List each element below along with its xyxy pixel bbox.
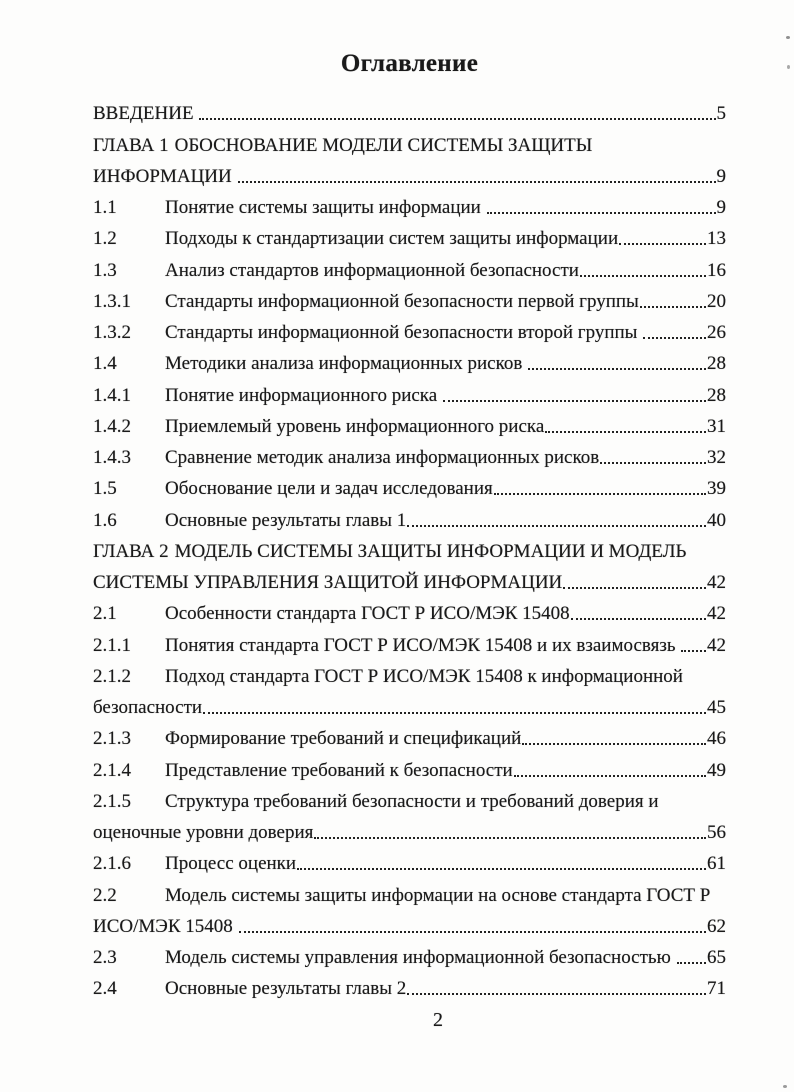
toc-entry-number: 2.1.4 xyxy=(93,759,131,781)
toc-entry-title: Особенности стандарта ГОСТ Р ИСО/МЭК 15408 xyxy=(165,603,570,625)
toc-entry-page: 42 xyxy=(707,572,726,593)
toc-entry-title: ВВЕДЕНИЕ xyxy=(93,103,199,125)
toc-entry-number: 1.2 xyxy=(93,228,117,250)
dot-leader xyxy=(239,931,706,933)
dot-leader xyxy=(199,118,715,120)
toc-entry-number: 1.4 xyxy=(93,353,117,375)
toc-entry-title: Понятие системы защиты информации xyxy=(165,197,486,218)
toc-row xyxy=(93,188,726,219)
toc-entry-title: безопасности xyxy=(93,697,203,718)
toc-row xyxy=(93,907,726,938)
toc-entry-number: 1.6 xyxy=(93,509,117,531)
toc-entry-page: 62 xyxy=(707,915,726,937)
table-of-contents xyxy=(93,94,726,1000)
toc-entry-title: ОБОСНОВАНИЕ МОДЕЛИ СИСТЕМЫ ЗАЩИТЫ xyxy=(174,134,593,156)
scan-artifact-speck xyxy=(783,1085,787,1088)
toc-entry-title: Модель системы управления информационной безопасностью xyxy=(165,947,676,968)
toc-entry-number: 2.1.5 xyxy=(93,790,131,812)
toc-entry-title: оценочные уровни доверия xyxy=(93,822,314,843)
toc-entry-page: 42 xyxy=(707,634,726,656)
toc-row xyxy=(93,407,726,438)
dot-leader xyxy=(600,462,706,464)
toc-entry-title: СИСТЕМЫ УПРАВЛЕНИЯ ЗАЩИТОЙ ИНФОРМАЦИИ xyxy=(93,572,563,593)
toc-entry-page: 71 xyxy=(707,978,726,1000)
toc-row xyxy=(93,938,726,969)
toc-entry-number: 1.3 xyxy=(93,259,117,281)
toc-entry-page: 16 xyxy=(707,259,726,281)
toc-entry-page: 13 xyxy=(707,228,726,250)
toc-row xyxy=(93,813,726,844)
toc-entry-title: Модель системы защиты информации на основе стандарта ГОСТ Р xyxy=(165,884,711,906)
toc-entry-title: ИСО/МЭК 15408 xyxy=(93,915,238,937)
toc-entry-number: 1.4.2 xyxy=(93,415,131,437)
dot-leader xyxy=(571,618,706,620)
toc-entry-title: Стандарты информационной безопасности первой группы xyxy=(165,290,639,312)
toc-row xyxy=(93,782,726,813)
toc-entry-page: 46 xyxy=(707,728,726,750)
toc-entry-title: Методики анализа информационных рисков xyxy=(165,353,528,375)
page-title: Оглавление xyxy=(340,50,479,77)
toc-entry-number: 1.4.1 xyxy=(93,384,131,406)
toc-entry-page: 28 xyxy=(707,384,726,406)
toc-row xyxy=(93,719,726,750)
toc-row xyxy=(93,344,726,375)
toc-entry-number: ГЛАВА 1 xyxy=(93,134,169,156)
dot-leader xyxy=(443,400,706,402)
dot-leader xyxy=(643,337,706,339)
toc-entry-title: МОДЕЛЬ СИСТЕМЫ ЗАЩИТЫ ИНФОРМАЦИИ И МОДЕЛЬ xyxy=(174,540,687,562)
toc-entry-title: Подход стандарта ГОСТ Р ИСО/МЭК 15408 к информационной xyxy=(165,665,683,687)
dot-leader xyxy=(580,275,706,277)
toc-row xyxy=(93,469,726,500)
toc-entry-title: Основные результаты главы 1 xyxy=(165,509,407,531)
toc-entry-title: Стандарты информационной безопасности второй группы xyxy=(165,322,643,343)
toc-row xyxy=(93,844,726,875)
toc-row xyxy=(93,157,726,188)
toc-row xyxy=(93,625,726,656)
toc-row xyxy=(93,282,726,313)
toc-entry-page: 31 xyxy=(707,415,726,437)
toc-entry-title: Сравнение методик анализа информационных рисков xyxy=(165,447,600,468)
toc-entry-number: 2.1.6 xyxy=(93,853,131,875)
toc-entry-page: 20 xyxy=(707,290,726,312)
toc-row xyxy=(93,125,726,156)
dot-leader xyxy=(514,775,706,777)
toc-entry-number: 1.5 xyxy=(93,478,117,500)
toc-entry-page: 40 xyxy=(707,509,726,531)
toc-entry-title: ИНФОРМАЦИИ xyxy=(93,165,237,187)
toc-row xyxy=(93,563,726,594)
scan-artifact-speck xyxy=(786,36,790,39)
dot-leader xyxy=(238,181,716,183)
dot-leader xyxy=(677,962,706,964)
toc-entry-title: Понятия стандарта ГОСТ Р ИСО/МЭК 15408 и их взаимосвязь xyxy=(165,634,681,656)
toc-entry-page: 28 xyxy=(707,353,726,375)
toc-row xyxy=(93,688,726,719)
toc-entry-number: 2.1.2 xyxy=(93,665,131,687)
toc-row xyxy=(93,875,726,906)
toc-entry-number: 2.4 xyxy=(93,978,117,1000)
toc-entry-title: Представление требований к безопасности xyxy=(165,759,513,781)
toc-entry-page: 26 xyxy=(707,322,726,343)
toc-entry-title: Процесс оценки xyxy=(165,853,297,875)
toc-row xyxy=(93,438,726,469)
dot-leader xyxy=(297,868,706,870)
toc-entry-title: Приемлемый уровень информационного риска xyxy=(165,415,545,437)
toc-entry-title: Подходы к стандартизации систем защиты информации xyxy=(165,228,619,250)
toc-entry-page: 61 xyxy=(707,853,726,875)
toc-entry-number: 1.4.3 xyxy=(93,447,131,468)
toc-row xyxy=(93,657,726,688)
toc-entry-title: Обоснование цели и задач исследования xyxy=(165,478,493,500)
toc-entry-number: ГЛАВА 2 xyxy=(93,540,169,562)
dot-leader xyxy=(407,525,706,527)
toc-entry-title: Основные результаты главы 2 xyxy=(165,978,407,1000)
toc-entry-number: 1.1 xyxy=(93,197,117,218)
toc-entry-page: 42 xyxy=(707,603,726,625)
toc-entry-number: 1.3.2 xyxy=(93,322,131,343)
toc-row xyxy=(93,250,726,281)
toc-entry-page: 32 xyxy=(707,447,726,468)
toc-row xyxy=(93,94,726,125)
toc-entry-number: 2.2 xyxy=(93,884,117,906)
dot-leader xyxy=(681,650,706,652)
toc-row xyxy=(93,594,726,625)
toc-entry-number: 2.3 xyxy=(93,947,117,968)
toc-entry-number: 2.1.1 xyxy=(93,634,131,656)
toc-row xyxy=(93,750,726,781)
dot-leader xyxy=(528,368,706,370)
dot-leader xyxy=(407,993,706,995)
toc-entry-page: 65 xyxy=(707,947,726,968)
toc-row xyxy=(93,969,726,1000)
toc-entry-title: Формирование требований и спецификаций xyxy=(165,728,522,750)
toc-entry-page: 5 xyxy=(716,103,726,125)
dot-leader xyxy=(203,712,706,714)
toc-row xyxy=(93,219,726,250)
toc-entry-number: 2.1.3 xyxy=(93,728,131,750)
dot-leader xyxy=(563,587,706,589)
toc-entry-page: 49 xyxy=(707,759,726,781)
scan-artifact-speck xyxy=(787,65,790,69)
toc-entry-number: 2.1 xyxy=(93,603,117,625)
toc-entry-title: Понятие информационного риска xyxy=(165,384,442,406)
toc-row xyxy=(93,313,726,344)
page-number: 2 xyxy=(433,1009,443,1031)
toc-entry-number: 1.3.1 xyxy=(93,290,131,312)
toc-entry-title: Анализ стандартов информационной безопасности xyxy=(165,259,579,281)
toc-row xyxy=(93,375,726,406)
dot-leader xyxy=(494,493,706,495)
dot-leader xyxy=(487,212,716,214)
toc-entry-page: 9 xyxy=(716,197,726,218)
dot-leader xyxy=(545,431,706,433)
dot-leader xyxy=(314,837,706,839)
toc-entry-title: Структура требований безопасности и требований доверия и xyxy=(165,790,659,812)
toc-entry-page: 9 xyxy=(716,165,726,187)
toc-row xyxy=(93,500,726,531)
dot-leader xyxy=(619,243,706,245)
toc-row xyxy=(93,532,726,563)
toc-entry-page: 39 xyxy=(707,478,726,500)
toc-entry-page: 45 xyxy=(707,697,726,718)
dot-leader xyxy=(522,743,706,745)
dot-leader xyxy=(640,306,706,308)
toc-entry-page: 56 xyxy=(707,822,726,843)
